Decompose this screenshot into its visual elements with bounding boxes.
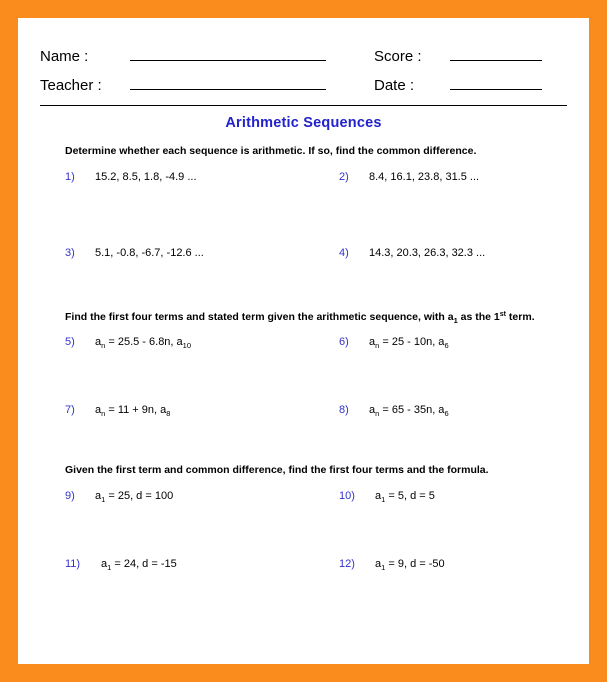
teacher-label: Teacher : <box>40 77 102 94</box>
formula-base: a <box>95 489 102 502</box>
teacher-row <box>40 65 567 94</box>
problem-number: 5) <box>65 336 75 349</box>
problem-number: 7) <box>65 404 75 417</box>
formula-term-subscript: 6 <box>444 341 449 351</box>
name-row <box>40 36 567 65</box>
instruction-text-middle: as the 1 <box>457 310 500 323</box>
formula-base-subscript: n <box>375 409 380 419</box>
problem-text: 5.1, -0.8, -6.7, -12.6 ... <box>95 246 204 259</box>
section-find-terms <box>18 311 589 417</box>
formula-body: = 25, d = 100 <box>105 489 174 502</box>
problem-number: 12) <box>339 557 355 570</box>
problem-number: 11) <box>65 557 81 570</box>
problem-7[interactable] <box>65 404 339 419</box>
problem-text <box>369 336 449 351</box>
formula-base: a <box>375 489 382 502</box>
formula-body: = 9, d = -50 <box>385 557 445 570</box>
problem-number: 3) <box>65 246 75 259</box>
formula-base: a <box>369 404 376 417</box>
problem-text <box>95 490 173 502</box>
problem-4[interactable] <box>339 247 577 259</box>
problem-row <box>18 404 589 419</box>
problem-11[interactable] <box>65 558 339 570</box>
score-label: Score : <box>374 48 422 65</box>
problem-text: 14.3, 20.3, 26.3, 32.3 ... <box>369 246 486 259</box>
problem-row <box>18 336 589 351</box>
problem-number: 1) <box>65 170 75 183</box>
score-input-line[interactable] <box>450 59 542 61</box>
formula-body: = 11 + 9n, a <box>105 404 167 417</box>
problem-1[interactable] <box>65 171 339 183</box>
problem-9[interactable] <box>65 490 339 502</box>
formula-base: a <box>369 336 376 349</box>
header-divider <box>40 105 567 106</box>
problem-5[interactable] <box>65 336 339 351</box>
problem-8[interactable] <box>339 404 577 419</box>
problem-6[interactable] <box>339 336 577 351</box>
answer-space <box>18 348 589 404</box>
formula-body: = 25.5 - 6.8n, a <box>105 336 183 349</box>
formula-term-subscript: 6 <box>444 409 449 419</box>
problem-2[interactable] <box>339 171 577 183</box>
problem-row <box>18 558 589 570</box>
problem-row <box>18 247 589 259</box>
section-determine-arithmetic <box>18 145 589 259</box>
teacher-input-line[interactable] <box>130 88 326 90</box>
section-instruction <box>18 311 589 325</box>
answer-space <box>18 502 589 558</box>
formula-term-subscript: 10 <box>182 341 192 351</box>
problem-number: 8) <box>339 404 349 417</box>
worksheet-page <box>18 18 589 664</box>
section-given-first-term <box>18 464 589 570</box>
problem-number: 4) <box>339 246 349 259</box>
problem-number: 10) <box>339 489 355 502</box>
problem-text <box>375 490 435 502</box>
formula-base: a <box>95 336 102 349</box>
date-input-line[interactable] <box>450 88 542 90</box>
formula-base: a <box>101 557 108 570</box>
worksheet-header <box>18 18 589 94</box>
problem-number: 6) <box>339 336 349 349</box>
problem-row <box>18 171 589 183</box>
section-instruction: Determine whether each sequence is arithmetic. If so, find the common difference. <box>65 145 477 157</box>
problem-12[interactable] <box>339 558 577 570</box>
formula-base-subscript: 1 <box>107 562 112 572</box>
problem-text <box>95 404 171 419</box>
formula-base: a <box>375 557 382 570</box>
formula-body: = 65 - 35n, a <box>379 404 445 417</box>
formula-base-subscript: 1 <box>381 494 386 504</box>
formula-body: = 25 - 10n, a <box>379 336 445 349</box>
formula-base-subscript: n <box>101 409 106 419</box>
problem-text <box>369 404 449 419</box>
problem-text <box>95 336 192 351</box>
date-label: Date : <box>374 77 415 94</box>
instruction-superscript: st <box>499 310 507 318</box>
problem-number: 2) <box>339 170 349 183</box>
problem-10[interactable] <box>339 490 577 502</box>
formula-body: = 24, d = -15 <box>111 557 177 570</box>
formula-base: a <box>95 404 102 417</box>
problem-text: 15.2, 8.5, 1.8, -4.9 ... <box>95 170 197 183</box>
name-input-line[interactable] <box>130 59 326 61</box>
instruction-text-after: term. <box>506 310 535 323</box>
formula-base-subscript: 1 <box>101 494 106 504</box>
name-label: Name : <box>40 48 89 65</box>
section-instruction: Given the first term and common difference, find the first four terms and the formula. <box>65 464 489 477</box>
formula-body: = 5, d = 5 <box>385 489 435 502</box>
problem-text <box>101 558 177 570</box>
problem-number: 9) <box>65 489 75 502</box>
formula-base-subscript: 1 <box>381 562 386 572</box>
problem-3[interactable] <box>65 247 339 259</box>
formula-term-subscript: 8 <box>166 409 171 419</box>
problem-text: 8.4, 16.1, 23.8, 31.5 ... <box>369 170 480 183</box>
page-title: Arithmetic Sequences <box>225 115 382 131</box>
formula-base-subscript: n <box>101 341 106 351</box>
instruction-subscript: 1 <box>453 315 458 325</box>
problem-row <box>18 490 589 502</box>
problem-text <box>375 558 445 570</box>
answer-space <box>18 183 589 247</box>
formula-base-subscript: n <box>375 341 380 351</box>
instruction-text-before: Find the first four terms and stated term given the arithmetic sequence, with a <box>65 310 454 323</box>
